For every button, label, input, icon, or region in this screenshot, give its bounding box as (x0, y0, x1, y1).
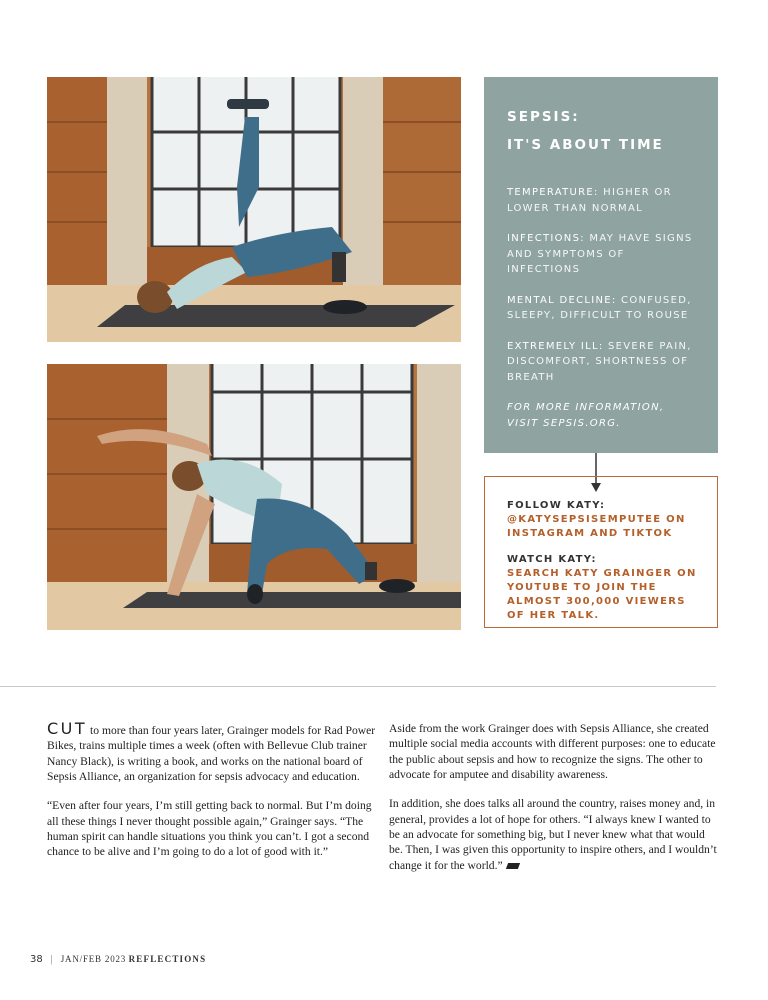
article-column-left (47, 721, 377, 873)
paragraph-text: In addition, she does talks all around the country, raises money and, in general, provides a lot of hope for others. “I always knew I wanted to be an advocate for something big, but I never knew what that would be. Then, I was given this opportunity to inspire others, and I wouldn’t change it for the world.” (389, 797, 717, 872)
sidebar-item-label: MENTAL DECLINE: (507, 294, 617, 306)
follow-katy-box (484, 476, 718, 628)
issue-date: JAN/FEB 2023 (60, 954, 127, 964)
paragraph-text: to more than four years later, Grainger models for Rad Power Bikes, trains multiple times a week (often with Bellevue Club trainer Nancy Black), is writing a book, and works on the national board of Sepsis Alliance, an organization for sepsis advocacy and education. (47, 724, 376, 784)
photo-bridge-pose (47, 77, 461, 342)
sidebar-title (507, 103, 700, 159)
page-number: 38 (30, 954, 43, 965)
sidebar-item-infections (507, 231, 700, 278)
sidebar-item-value: HIGHER OR LOWER THAN NORMAL (507, 187, 672, 214)
sidebar-item-value: SEVERE PAIN, DISCOMFORT, SHORTNESS OF BREATH (507, 340, 692, 383)
sidebar-item-mental-decline (507, 293, 700, 324)
photo-side-stretch-pose (47, 364, 461, 630)
article-paragraph: Aside from the work Grainger does with Sepsis Alliance, she created multiple social media accounts with different purposes: one to educate the public about sepsis and how to recognize the signs. The other to advocate for amputee and disability awareness. (389, 722, 716, 782)
sidebar-item-label: TEMPERATURE: (507, 187, 599, 198)
sidebar-item-extremely-ill (507, 339, 700, 386)
page-footer (30, 954, 206, 965)
end-mark-icon (506, 863, 520, 869)
section-divider (0, 686, 716, 687)
sidebar-item-temperature (507, 185, 700, 216)
article-paragraph: “Even after four years, I’m still getting back to normal. But I’m doing all these things I never thought possible again,” Grainger says. “The human spirit can handle situations you think you can’t. I got a second chance to be alive and I’m going to do a lot of good with it.” (47, 799, 372, 859)
article-column-right (389, 721, 719, 887)
article-paragraph (47, 721, 377, 785)
watch-label: WATCH KATY: (507, 554, 597, 565)
watch-text: SEARCH KATY GRAINGER ON YOUTUBE TO JOIN THE ALMOST 300,000 VIEWERS OF HER TALK. (507, 568, 697, 621)
article-paragraph (389, 796, 719, 873)
follow-social-handle: @KATYSEPSISEMPUTEE ON INSTAGRAM AND TIKTOK (507, 514, 686, 539)
sidebar-title-line2: IT'S ABOUT TIME (507, 137, 664, 153)
sidebar-title-line1: SEPSIS: (507, 109, 580, 125)
follow-label: FOLLOW KATY: (507, 500, 606, 511)
sidebar-more-info: FOR MORE INFORMATION, VISIT SEPSIS.ORG. (507, 402, 665, 429)
sepsis-sidebar (484, 77, 718, 453)
sidebar-item-value: MAY HAVE SIGNS AND SYMPTOMS OF INFECTIONS (507, 233, 693, 275)
sidebar-item-label: EXTREMELY ILL: (507, 340, 604, 352)
footer-separator: | (50, 954, 53, 965)
magazine-name: REFLECTIONS (128, 954, 207, 964)
sidebar-item-value: CONFUSED, SLEEPY, DIFFICULT TO ROUSE (507, 294, 692, 321)
sidebar-item-label: INFECTIONS: (507, 233, 585, 244)
dropcap: CUT (47, 719, 88, 738)
